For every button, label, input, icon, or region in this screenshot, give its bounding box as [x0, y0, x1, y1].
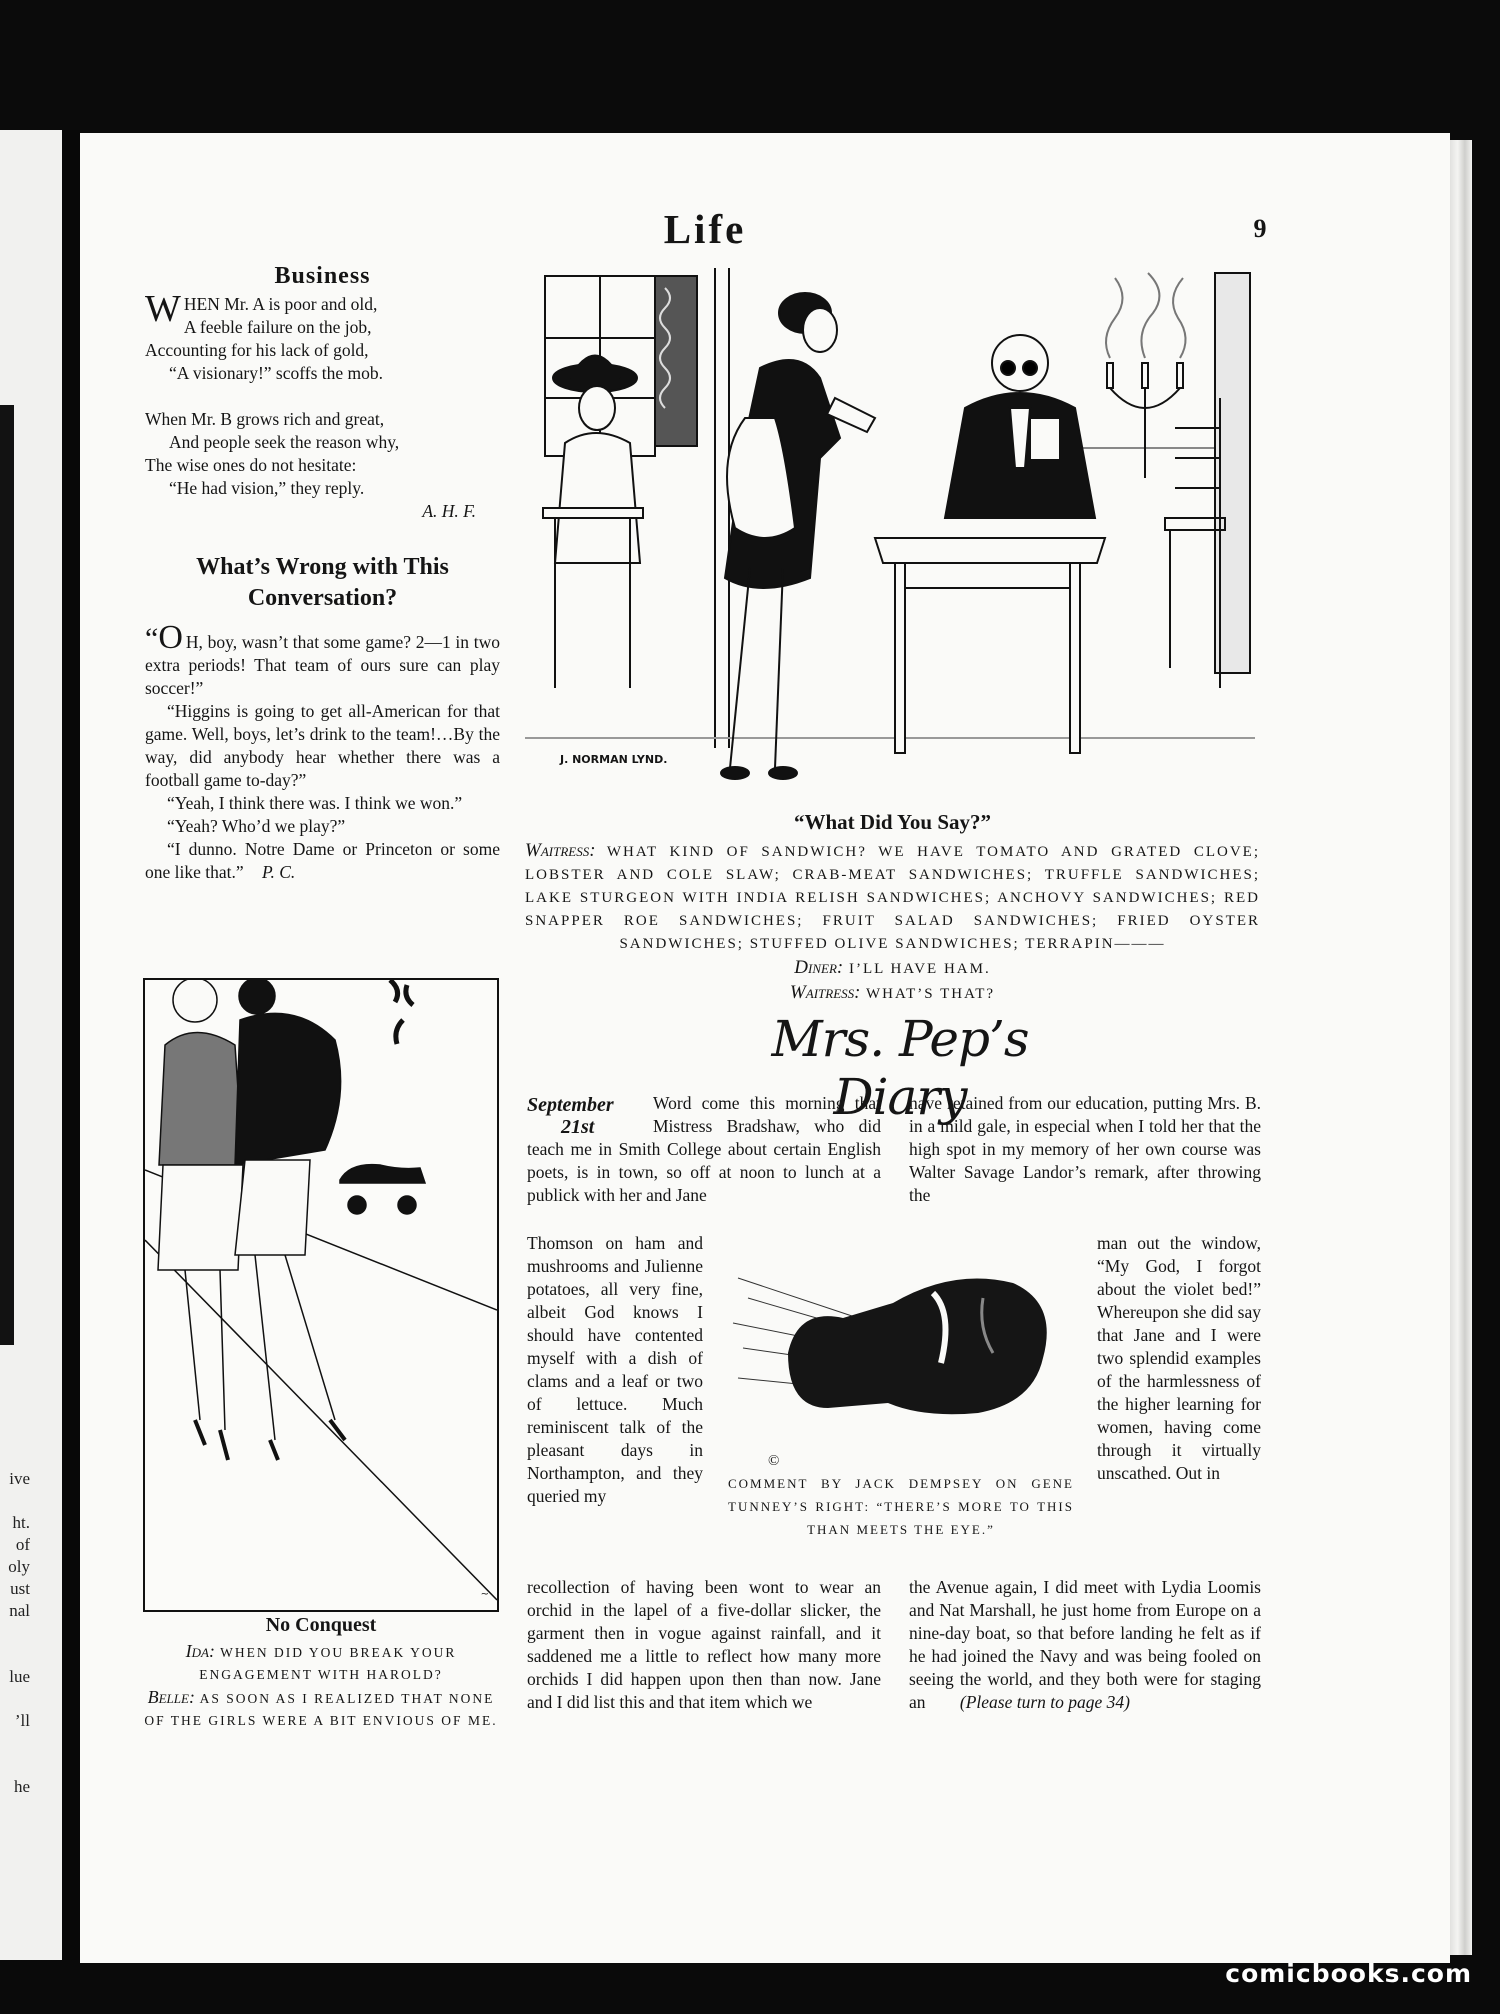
wrong-title-line: Conversation? — [247, 585, 398, 611]
business-line: When Mr. B grows rich and great, — [145, 409, 385, 429]
speaker-label: Ida: — [185, 1641, 215, 1661]
facing-page-fragment: oly — [8, 1557, 30, 1576]
boxing-glove-caption: COMMENT BY JACK DEMPSEY ON GENE TUNNEY’S RIGHT: “THERE’S MORE TO THIS THAN MEETS THE EYE.” — [728, 1476, 1074, 1537]
dialogue-text: WHAT’S THAT? — [865, 986, 996, 1002]
wrong-dropcap: O — [158, 619, 183, 656]
facing-page-fragment: of — [15, 1535, 30, 1554]
cartoon-dialogue — [525, 981, 1260, 1006]
wrong-title — [145, 552, 500, 614]
diary-text: have retained from our education, putting Mrs. B. in a mild gale, in especial when I told her that the high spot in my memory of her own course was Walter Savage Landor’s remark, after throwing the — [909, 1093, 1261, 1205]
open-quote: “ — [145, 622, 159, 655]
girls-artist-mark: ~ — [480, 1589, 489, 1600]
speaker-label: Waitress: — [525, 840, 596, 861]
cartoon-dialogue — [525, 956, 1260, 981]
copyright-mark: © — [768, 1453, 780, 1469]
wrong-paragraph: “Yeah? Who’d we play?” — [167, 816, 346, 836]
scan-dark-background — [0, 0, 1500, 140]
wrong-conversation-article — [145, 552, 500, 884]
speaker-label: Waitress: — [789, 982, 861, 1003]
diary-column-1-bottom — [527, 1576, 881, 1714]
business-line: HEN Mr. A is poor and old, — [183, 294, 378, 314]
wrong-body — [145, 619, 500, 884]
facing-page-fragment: ht. — [12, 1513, 30, 1532]
cartoon-girls-drawing — [145, 980, 497, 1610]
facing-page-fragment: lue — [9, 1667, 30, 1686]
facing-page-fragment — [0, 1644, 30, 1666]
diary-text: Thomson on ham and mushrooms and Julienne potatoes, all very fine, albeit God knows I should have contented myself with a dish of clams and a leaf or two of lettuce. Much reminiscent talk of the pleasant days in Northampton, and they queried my — [527, 1233, 703, 1506]
facing-page-fragment — [0, 1490, 30, 1512]
diary-date — [527, 1094, 645, 1138]
facing-page-fragment — [0, 1754, 30, 1776]
boxing-glove-illustration — [728, 1238, 1082, 1438]
magazine-masthead: Life — [663, 206, 747, 252]
facing-page-illustration-edge — [0, 405, 14, 1345]
facing-page-fragment: nal — [9, 1601, 30, 1620]
boxing-glove-drawing — [728, 1238, 1082, 1438]
cartoon-dialogue — [525, 839, 1260, 956]
cartoon-caption-title: No Conquest — [265, 1614, 377, 1636]
facing-page-text-fragments — [0, 1468, 30, 1798]
cartoon-girls-caption — [143, 1614, 499, 1732]
facing-page-fragment: ust — [10, 1579, 30, 1598]
wrong-paragraph: “Yeah, I think there was. I think we won.” — [167, 793, 463, 813]
diary-title: Mrs. Pep’s Diary — [771, 1010, 1029, 1126]
business-line: And people seek the reason why, — [169, 432, 400, 452]
business-title: Business — [274, 263, 371, 289]
diary-column-1-narrow — [527, 1232, 703, 1508]
speaker-label: Diner: — [794, 957, 844, 978]
cartoon-dialogue — [143, 1686, 499, 1732]
business-line: Accounting for his lack of gold, — [145, 340, 369, 360]
business-line: “He had vision,” they reply. — [169, 478, 365, 498]
wrong-paragraph — [145, 619, 500, 700]
cartoon-caption-title: “What Did You Say?” — [793, 810, 992, 834]
dialogue-text: AS SOON AS I REALIZED THAT NONE OF THE GIRLS WERE A BIT ENVIOUS OF ME. — [144, 1691, 498, 1728]
diary-column-2-narrow — [1097, 1232, 1261, 1485]
cartoon-waitress-illustration — [525, 268, 1255, 808]
business-line: The wise ones do not hesitate: — [145, 455, 357, 475]
book-gutter — [62, 130, 80, 1960]
diary-text: Word come this morning that Mistress Bradshaw, who did teach me in Smith College about certain English poets, is in town, so off at noon to lunch at a publick with her and Jane — [527, 1093, 881, 1205]
wrong-paragraph — [145, 838, 500, 884]
diary-date-line: September — [527, 1094, 614, 1116]
facing-page-fragment: ive — [9, 1469, 30, 1488]
artist-signature: J. NORMAN LYND. — [560, 753, 668, 766]
page-number: 9 — [1253, 214, 1267, 243]
facing-page-edge — [0, 130, 62, 1960]
wrong-text: “I dunno. Notre Dame or Princeton or some one like that.” — [145, 839, 500, 882]
wrong-signature: P. C. — [262, 862, 296, 882]
page-stack-edge — [1448, 140, 1472, 1955]
cartoon-girls-illustration — [143, 978, 499, 1612]
business-dropcap: W — [145, 288, 181, 330]
business-poem — [145, 265, 500, 523]
wrong-text: H, boy, wasn’t that some game? 2—1 in two extra periods! That team of ours sure can play soccer!” — [145, 632, 500, 698]
diary-text: recollection of having been wont to wear an orchid in the lapel of a five-dollar slicker, the garment then in vogue against rainfall, and it saddened me a little to reflect how many more orchids I did happen upon then than now. Jane and I did list this and that item which we — [527, 1577, 881, 1712]
facing-page-fragment: he — [13, 1777, 30, 1796]
business-stanza-2 — [145, 408, 500, 500]
dialogue-text: WHEN DID YOU BREAK YOUR ENGAGEMENT WITH HAROLD? — [199, 1645, 457, 1682]
wrong-title-line: What’s Wrong with This — [196, 554, 449, 580]
facing-page-fragment — [0, 1688, 30, 1710]
site-watermark: comicbooks.com — [1225, 1959, 1472, 1988]
facing-page-fragment — [0, 1732, 30, 1754]
continued-note: (Please turn to page 34) — [959, 1692, 1131, 1712]
dialogue-text: I’LL HAVE HAM. — [848, 961, 991, 977]
cartoon-waitress-drawing — [525, 268, 1255, 808]
facing-page-fragment — [0, 1622, 30, 1644]
cartoon-dialogue — [143, 1640, 499, 1686]
diary-text: the Avenue again, I did meet with Lydia Loomis and Nat Marshall, he just home from Europe on a nine-day boat, so that before landing he felt as if he had joined the Navy and was being fooled on seeing the world, and they both were for staging an — [909, 1577, 1261, 1712]
business-stanza-1 — [145, 288, 500, 385]
speaker-label: Belle: — [147, 1687, 195, 1707]
wrong-paragraph: “Higgins is going to get all-American for that game. Well, boys, let’s drink to the team!…By the way, did anybody hear whether there was a football game to-day?” — [145, 701, 500, 790]
diary-date-line: 21st — [561, 1116, 595, 1138]
facing-page-fragment: ’ll — [14, 1711, 30, 1730]
cartoon-waitress-caption — [525, 810, 1260, 1006]
diary-column-1 — [527, 1092, 881, 1207]
business-signature: A. H. F. — [422, 501, 476, 521]
business-line: A feeble failure on the job, — [183, 317, 372, 337]
diary-column-2-bottom — [909, 1576, 1261, 1714]
business-line: “A visionary!” scoffs the mob. — [169, 363, 384, 383]
dialogue-text: WHAT KIND OF SANDWICH? WE HAVE TOMATO AND GRATED CLOVE; LOBSTER AND COLE SLAW; CRAB-MEAT SANDWICHES; TRUFFLE SANDWICHES; LAKE STURGEON WITH INDIA RELISH SANDWICHES; ANCHOVY SANDWICHES; RED SNAPPER ROE SANDWICHES; FRUIT SALAD SANDWICHES; FRIED OYSTER SANDWICHES; STUFFED OLIVE SANDWICHES; TERRAPIN——— — [525, 844, 1260, 952]
diary-text: man out the window, “My God, I forgot about the violet bed!” Whereupon she did say that Jane and I were two splendid examples of the harmlessness of the higher learning for women, having come through it virtually unscathed. Out in — [1097, 1233, 1261, 1483]
diary-column-2 — [909, 1092, 1261, 1207]
